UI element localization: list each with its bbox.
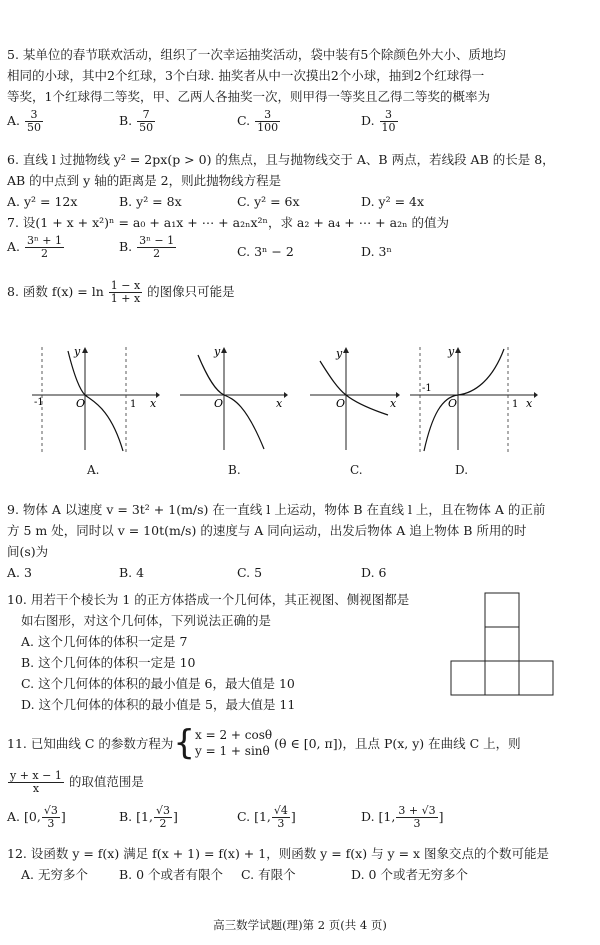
q6-option-b: B. y² = 8x — [119, 194, 182, 209]
q12-option-b: B. 0 个或者有限个 — [119, 867, 224, 882]
graph-b — [178, 345, 288, 455]
q11-option-b: B. [1, $\frac{√3}{2}$ ] — [119, 804, 178, 830]
q9-options — [7, 562, 587, 583]
q12-option-c: C. 有限个 — [241, 867, 296, 882]
q9-line1: 9. 物体 A 以速度 v = 3t² + 1(m/s) 在一直线 l 上运动，物体 B 在直线 l 上，且在物体 A 的正前 — [7, 502, 546, 517]
graph-d-origin: O — [448, 397, 458, 410]
graph-c — [308, 345, 400, 455]
q9-line3: 间(s)为 — [7, 544, 49, 559]
q10-option-c: C. 这个几何体的体积的最小值是 6，最大值是 10 — [21, 676, 295, 691]
q11-fraction: $\frac{y + x - 1}{x}$ — [10, 769, 62, 795]
question-6 — [7, 149, 587, 212]
q12-options — [7, 864, 587, 885]
q11-brace: { — [173, 723, 196, 763]
q6-option-a: A. y² = 12x — [7, 194, 78, 209]
question-8 — [7, 280, 587, 305]
graph-d-y-label: y — [448, 345, 455, 358]
graph-a-origin: O — [76, 397, 86, 410]
q12-option-d: D. 0 个或者无穷多个 — [351, 867, 468, 882]
q5-option-b: B. $\frac{7}{50}$ — [119, 108, 154, 134]
q10-option-b: B. 这个几何体的体积一定是 10 — [21, 655, 196, 670]
q6-line2: AB 的中点到 y 轴的距离是 2，则此抛物线方程是 — [7, 173, 282, 188]
graph-c-y-label: y — [336, 347, 343, 360]
question-9 — [7, 499, 587, 583]
graph-d-label: D. — [455, 463, 469, 477]
graph-b-label: B. — [228, 463, 241, 477]
graph-c-x-label: x — [390, 397, 397, 410]
q6-options — [7, 191, 587, 212]
q5-option-c: C. $\frac{3}{100}$ — [237, 108, 279, 134]
graph-a-one: 1 — [130, 399, 137, 410]
q11-options — [7, 805, 587, 830]
q6-line1: 6. 直线 l 过抛物线 y² = 2px(p > 0) 的焦点，且与抛物线交于 A、B 两点，若线段 AB 的长是 8， — [7, 152, 555, 167]
q12-line1: 12. 设函数 y = f(x) 满足 f(x + 1) = f(x) + 1，则函数 y = f(x) 与 y = x 图象交点的个数可能是 — [7, 846, 550, 861]
question-12 — [7, 843, 587, 885]
q10-line2: 如右图形，对这个几何体，下列说法正确的是 — [21, 613, 272, 628]
q11-option-c: C. [1, $\frac{√4}{3}$ ] — [237, 804, 296, 830]
q10-option-d: D. 这个几何体的体积的最小值是 5，最大值是 11 — [21, 697, 296, 712]
q5-line1: 5. 某单位的春节联欢活动，组织了一次幸运抽奖活动，袋中装有5个除颜色外大小、质地均 — [7, 47, 506, 62]
q5-line3: 等奖，1个红球得二等奖，甲、乙两人各抽奖一次，则甲得一等奖且乙得二等奖的概率为 — [7, 89, 490, 104]
graph-a-y-label: y — [74, 345, 81, 358]
q11-condition: (θ ∈ [0, π])，且点 P(x, y) 在曲线 C 上，则 — [274, 735, 521, 751]
graph-b-origin: O — [214, 397, 224, 410]
graph-a-neg-one: -1 — [34, 397, 44, 408]
q5-option-a: A. $\frac{3}{50}$ — [7, 108, 41, 134]
q9-option-b: B. 4 — [119, 565, 145, 580]
question-11 — [7, 723, 587, 830]
q11-system — [195, 727, 272, 759]
q8-suffix: 的图像只可能是 — [147, 284, 235, 299]
graph-c-label: C. — [350, 463, 363, 477]
q7-option-b: B. $\frac{\text{3ⁿ − 1}}{2}$ — [119, 234, 175, 260]
q9-line2: 方 5 m 处，同时以 v = 10t(m/s) 的速度与 A 同向运动，出发后物体 A 追上物体 B 所用的时 — [7, 523, 527, 538]
q10-view-figure — [448, 592, 558, 698]
q5-options — [7, 109, 587, 134]
graph-d-one: 1 — [512, 399, 519, 410]
q9-option-c: C. 5 — [237, 565, 263, 580]
q7-line1: 7. 设(1 + x + x²)ⁿ = a₀ + a₁x + ⋯ + a₂ₙx²ⁿ，求 a₂ + a₄ + ⋯ + a₂ₙ 的值为 — [7, 215, 449, 230]
graph-b-y-label: y — [214, 345, 221, 358]
q5-line2: 相同的小球，其中2个红球，3个白球. 抽奖者从中一次摸出2个小球，抽到2个红球得一 — [7, 68, 485, 83]
q11-line1 — [7, 723, 587, 763]
q8-fraction: $\frac{1 - x}{1 + x}$ — [110, 279, 141, 305]
question-7 — [7, 212, 587, 262]
q12-option-a: A. 无穷多个 — [21, 867, 88, 882]
q11-eq1: x = 2 + cosθ — [195, 728, 273, 742]
question-5 — [7, 44, 587, 134]
page-footer: 高三数学试题(理)第 2 页(共 4 页) — [213, 918, 387, 932]
graph-d-neg-one: -1 — [422, 383, 432, 394]
q6-option-c: C. y² = 6x — [237, 194, 300, 209]
q10-option-a: A. 这个几何体的体积一定是 7 — [21, 634, 188, 649]
graph-a-label: A. — [87, 463, 100, 477]
q7-option-a: A. $\frac{\text{3ⁿ + 1}}{2}$ — [7, 234, 62, 260]
q11-eq2: y = 1 + sinθ — [195, 744, 270, 758]
q5-option-d: D. $\frac{3}{10}$ — [361, 108, 396, 134]
q7-options — [7, 235, 587, 262]
q11-option-d: D. [1, $\frac{3 + √3}{3}$ ] — [361, 804, 444, 830]
q11-frac-suffix: 的取值范围是 — [68, 774, 144, 789]
q9-option-a: A. 3 — [7, 565, 32, 580]
graph-d — [408, 345, 538, 455]
q7-option-c: C. 3ⁿ − 2 — [237, 244, 294, 259]
graph-d-x-label: x — [526, 397, 533, 410]
q8-prefix: 8. 函数 f(x) = ln — [7, 284, 104, 299]
q7-option-d: D. 3ⁿ — [361, 244, 392, 259]
graph-b-x-label: x — [276, 397, 283, 410]
q11-line2 — [7, 770, 587, 795]
q9-option-d: D. 6 — [361, 565, 387, 580]
question-10 — [7, 589, 447, 715]
q11-option-a: A. [0, $\frac{√3}{3}$ ] — [7, 804, 66, 830]
q6-option-d: D. y² = 4x — [361, 194, 425, 209]
graph-a — [30, 345, 160, 455]
graph-a-x-label: x — [150, 397, 157, 410]
q11-prefix: 11. 已知曲线 C 的参数方程为 — [7, 735, 174, 751]
q10-line1: 10. 用若干个棱长为 1 的正方体搭成一个几何体，其正视图、侧视图都是 — [7, 592, 410, 607]
graph-c-origin: O — [336, 397, 346, 410]
